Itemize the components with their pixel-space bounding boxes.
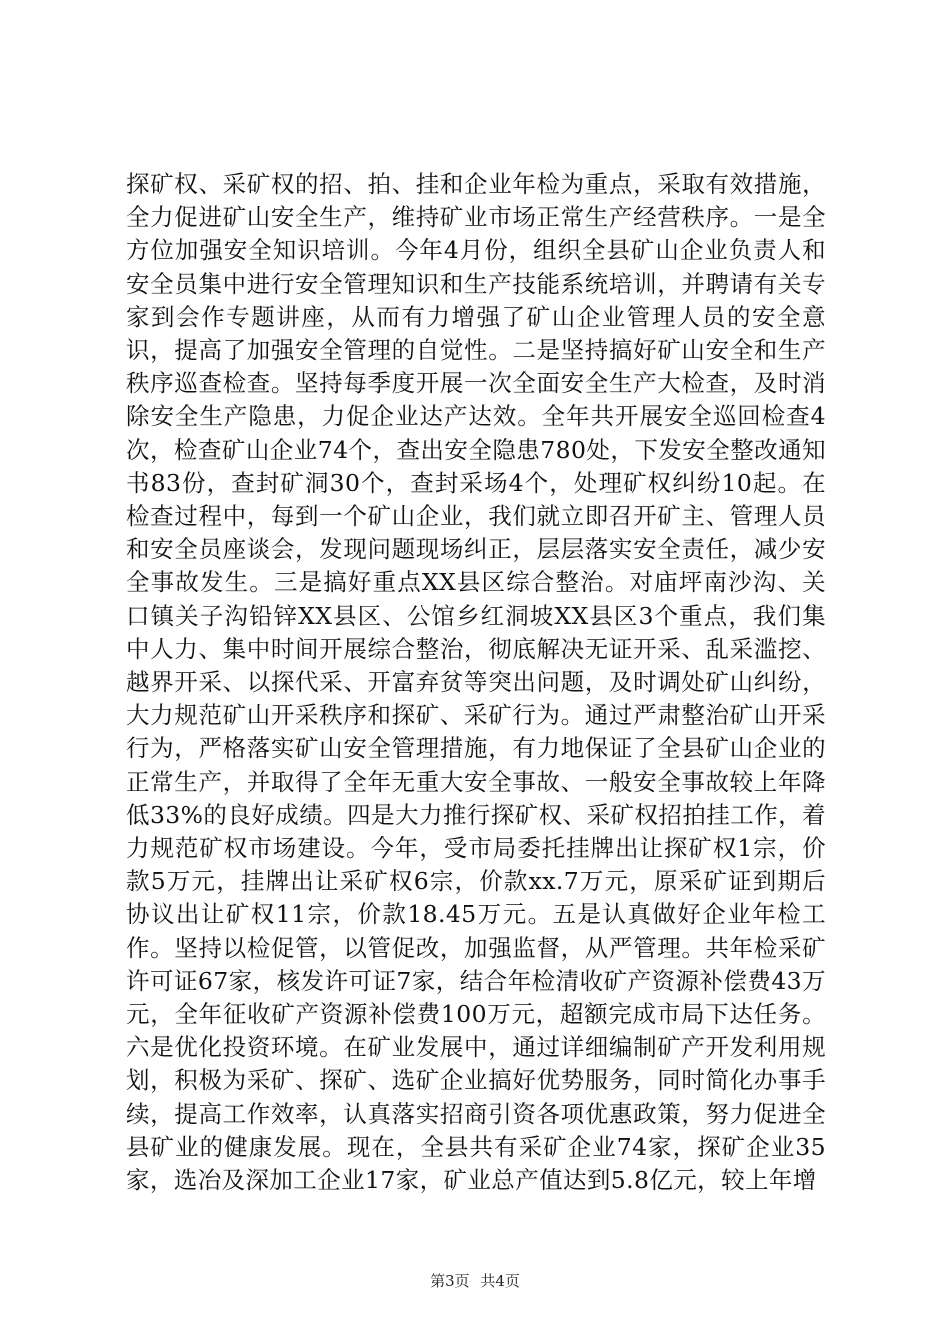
body-paragraph: 探矿权、采矿权的招、拍、挂和企业年检为重点，采取有效措施，全力促进矿山安全生产，维持矿业市场正常生产经营秩序。一是全方位加强安全知识培训。今年4月份，组织全县矿山企业负责人和安全员集中进行安全管理知识和生产技能系统培训，并聘请有关专家到会作专题讲座，从而有力增强了矿山企业管理人员的安全意识，提高了加强安全管理的自觉性。二是坚持搞好矿山安全和生产秩序巡查检查。坚持每季度开展一次全面安全生产大检查，及时消除安全生产隐患，力促企业达产达效。全年共开展安全巡回检查4次，检查矿山企业74个，查出安全隐患780处，下发安全整改通知书83份，查封矿洞30个，查封采场4个，处理矿权纠纷10起。在检查过程中，每到一个矿山企业，我们就立即召开矿主、管理人员和安全员座谈会，发现问题现场纠正，层层落实安全责任，减少安全事故发生。三是搞好重点XX县区综合整治。对庙坪南沙沟、关口镇关子沟铅锌XX县区、公馆乡红洞坡XX县区3个重点，我们集中人力、集中时间开展综合整治，彻底解决无证开采、乱采滥挖、越界开采、以探代采、开富弃贫等突出问题，及时调处矿山纠纷，大力规范矿山开采秩序和探矿、采矿行为。通过严肃整治矿山开采行为，严格落实矿山安全管理措施，有力地保证了全县矿山企业的正常生产，并取得了全年无重大安全事故、一般安全事故较上年降低33%的良好成绩。四是大力推行探矿权、采矿权招拍挂工作，着力规范矿权市场建设。今年，受市局委托挂牌出让探矿权1宗，价款5万元，挂牌出让采矿权6宗，价款xx.7万元，原采矿证到期后协议出让矿权11宗，价款18.45万元。五是认真做好企业年检工作。坚持以检促管，以管促改，加强监督，从严管理。共年检采矿许可证67家，核发许可证7家，结合年检清收矿产资源补偿费43万元，全年征收矿产资源补偿费100万元，超额完成市局下达任务。六是优化投资环境。在矿业发展中，通过详细编制矿产开发利用规划，积极为采矿、探矿、选矿企业搞好优势服务，同时简化办事手续，提高工作效率，认真落实招商引资各项优惠政策，努力促进全县矿业的健康发展。现在，全县共有采矿企业74家，探矿企业35家，选冶及深加工企业17家，矿业总产值达到5.8亿元，较上年增 [126,170,826,1195]
page-number-current: 第3页 [430,1272,470,1290]
page-number-total: 共4页 [480,1272,520,1290]
page-footer [0,1271,950,1291]
